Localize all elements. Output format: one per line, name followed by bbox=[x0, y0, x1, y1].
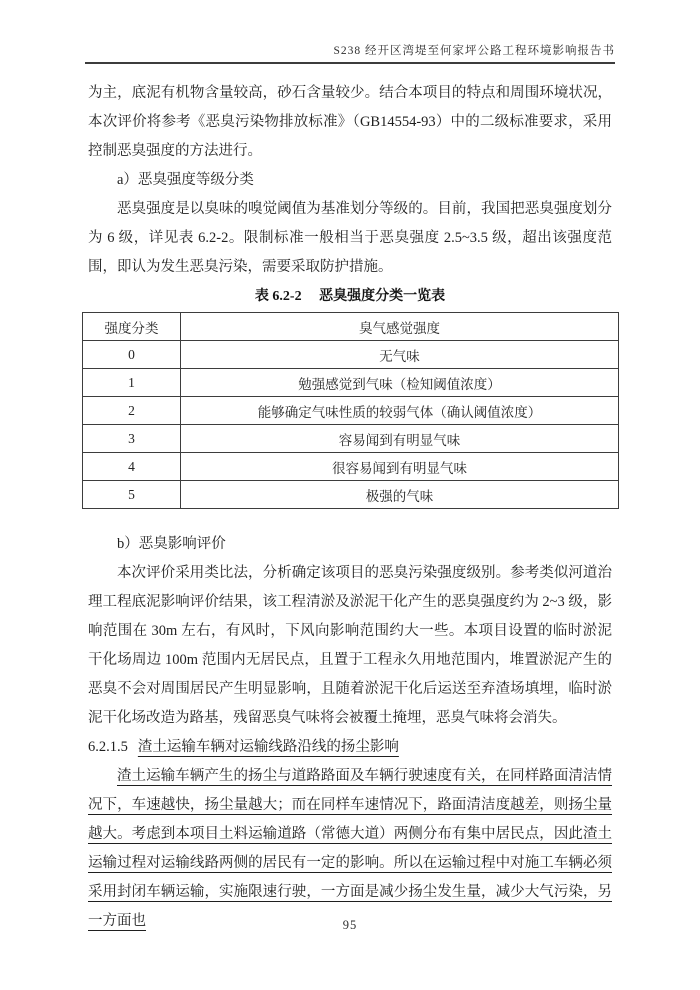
table-row bbox=[83, 341, 619, 369]
cell-sense: 勉强感觉到气味（检知阈值浓度） bbox=[181, 369, 619, 397]
heading-6215 bbox=[88, 733, 612, 762]
page-number: 95 bbox=[342, 918, 358, 932]
table-row bbox=[83, 453, 619, 481]
table-row bbox=[83, 425, 619, 453]
table-row bbox=[83, 397, 619, 425]
cell-sense: 极强的气味 bbox=[181, 481, 619, 509]
heading-6215-title: 渣土运输车辆对运输线路沿线的扬尘影响 bbox=[137, 739, 399, 755]
table-row bbox=[83, 369, 619, 397]
odor-intensity-table bbox=[82, 312, 619, 509]
table-caption: 表 6.2-2 恶臭强度分类一览表 bbox=[254, 289, 446, 304]
paragraph-6215: 渣土运输车辆产生的扬尘与道路路面及车辆行驶速度有关，在同样路面清洁情况下，车速越快，扬尘量越大；而在同样车速情况下，路面清洁度越差，则扬尘量越大。考虑到本项目土料运输道路（常德大道）两侧分布有集中居民点，因此渣土运输过程对运输线路两侧的居民有一定的影响。所以在运输过程中对施工车辆必须采用封闭车辆运输，实施限速行驶，一方面是减少扬尘发生量，减少大气污染，另一方面也 bbox=[88, 768, 612, 929]
paragraph-b: 本次评价采用类比法，分析确定该项目的恶臭污染强度级别。参考类似河道治理工程底泥影响评价结果，该工程清淤及淤泥干化产生的恶臭强度约为 2~3 级，影响范围在 30m 左右，有风时，下风向影响范围约大一些。本项目设置的临时淤泥干化场周边 100m 范围内无居民点，且置于工程永久用地范围内，堆置淤泥产生的恶臭不会对周围居民产生明显影响，且随着淤泥干化后运送至弃渣场填埋，临时淤泥干化场改造为路基，残留恶臭气味将会被覆土掩埋，恶臭气味将会消失。 bbox=[88, 565, 612, 726]
cell-grade: 1 bbox=[83, 369, 181, 397]
heading-6215-number: 6.2.1.5 bbox=[88, 739, 128, 755]
cell-sense: 无气味 bbox=[181, 341, 619, 369]
paragraph-intro: 为主，底泥有机物含量较高，砂石含量较少。结合本项目的特点和周围环境状况，本次评价将参考《恶臭污染物排放标准》（GB14554-93）中的二级标准要求，采用控制恶臭强度的方法进行。 bbox=[88, 85, 612, 159]
cell-grade: 4 bbox=[83, 453, 181, 481]
table-header-sense: 臭气感觉强度 bbox=[181, 313, 619, 341]
cell-grade: 2 bbox=[83, 397, 181, 425]
cell-grade: 5 bbox=[83, 481, 181, 509]
heading-a: a）恶臭强度等级分类 bbox=[117, 172, 254, 188]
cell-grade: 3 bbox=[83, 425, 181, 453]
paragraph-a: 恶臭强度是以臭味的嗅觉阈值为基准划分等级的。目前，我国把恶臭强度划分为 6 级，详见表 6.2-2。限制标准一般相当于恶臭强度 2.5~3.5 级，超出该强度范围，即认为发生恶臭污染，需要采取防护措施。 bbox=[88, 201, 612, 275]
table-row bbox=[83, 481, 619, 509]
cell-sense: 很容易闻到有明显气味 bbox=[181, 453, 619, 481]
heading-b: b）恶臭影响评价 bbox=[117, 536, 226, 552]
cell-sense: 容易闻到有明显气味 bbox=[181, 425, 619, 453]
running-header-title: S238 经开区湾堤至何家坪公路工程环境影响报告书 bbox=[333, 45, 615, 57]
table-header-row bbox=[83, 313, 619, 341]
cell-grade: 0 bbox=[83, 341, 181, 369]
table-header-grade: 强度分类 bbox=[83, 313, 181, 341]
cell-sense: 能够确定气味性质的较弱气体（确认阈值浓度） bbox=[181, 397, 619, 425]
running-header bbox=[85, 42, 615, 64]
page-content bbox=[88, 79, 612, 936]
